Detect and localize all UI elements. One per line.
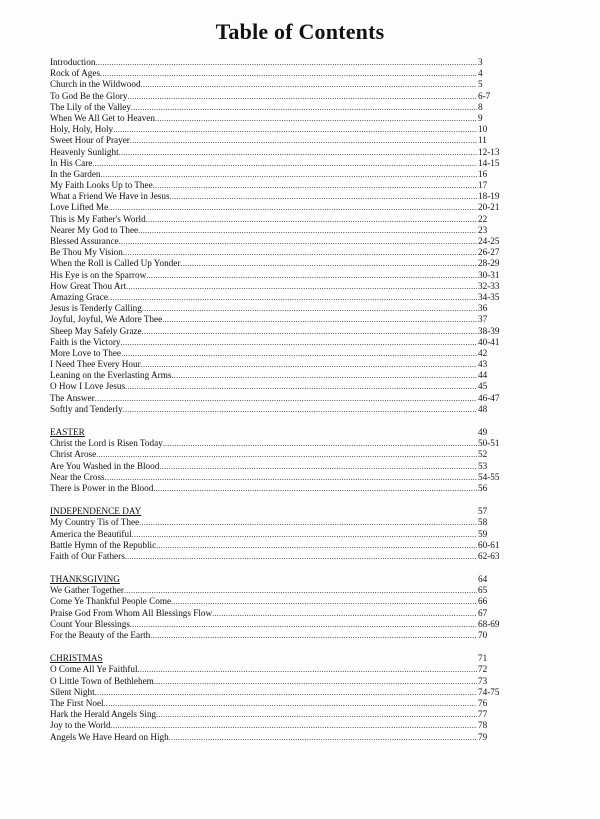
dot-leader xyxy=(142,303,477,314)
dot-leader xyxy=(111,720,477,731)
section-heading: THANKSGIVING xyxy=(50,574,120,585)
dot-leader xyxy=(171,596,477,607)
toc-entry xyxy=(50,359,520,370)
entry-title: Nearer My God to Thee xyxy=(50,224,139,235)
page-number: 43 xyxy=(478,359,488,370)
entry-title: The Lily of the Valley xyxy=(50,101,131,112)
page-number: 40-41 xyxy=(478,336,500,347)
entry-title: Hark the Herald Angels Sing xyxy=(50,709,157,720)
toc-entry xyxy=(50,158,520,169)
toc-entry xyxy=(50,393,520,404)
dot-leader xyxy=(150,630,477,641)
toc-entry xyxy=(50,720,520,731)
page-number: 68-69 xyxy=(478,618,500,629)
dot-leader xyxy=(159,461,477,472)
page-number: 60-61 xyxy=(478,539,500,550)
toc-entry xyxy=(50,303,520,314)
dot-leader xyxy=(126,281,477,292)
entry-title: When We All Get to Heaven xyxy=(50,112,155,123)
dot-leader xyxy=(101,169,477,180)
page-number: 66 xyxy=(478,596,488,607)
toc-entry xyxy=(50,68,520,79)
dot-leader xyxy=(169,732,477,743)
toc-entry xyxy=(50,102,520,113)
toc-entry xyxy=(50,214,520,225)
page-number: 74-75 xyxy=(478,686,500,697)
dot-leader xyxy=(171,370,477,381)
section-block xyxy=(50,506,520,562)
dot-leader xyxy=(156,540,477,551)
general-entries xyxy=(50,57,520,415)
page-number: 64 xyxy=(478,574,488,585)
page-number: 23 xyxy=(478,224,488,235)
entry-title: Blessed Assurance xyxy=(50,236,119,246)
page-number: 4 xyxy=(478,68,483,79)
page-number: 9 xyxy=(478,112,483,123)
page-number: 48 xyxy=(478,403,488,414)
toc-entry xyxy=(50,698,520,709)
entry-title: America the Beautiful xyxy=(50,528,132,539)
page-number: 65 xyxy=(478,585,488,596)
toc-entry xyxy=(50,91,520,102)
page-number: 42 xyxy=(478,347,488,358)
entry-title: Leaning on the Everlasting Arms xyxy=(50,370,172,381)
entry-title: This is My Father's World xyxy=(50,213,146,224)
entry-title: In the Garden xyxy=(50,168,101,179)
page-number: 62-63 xyxy=(478,550,500,561)
dot-leader xyxy=(146,214,477,225)
page-number: 49 xyxy=(478,427,488,437)
entry-title: What a Friend We Have in Jesus xyxy=(50,191,170,202)
dot-leader xyxy=(153,483,477,494)
entry-title: The First Noel xyxy=(50,697,104,708)
dot-leader xyxy=(125,381,477,392)
dot-leader xyxy=(212,608,477,619)
dot-leader xyxy=(130,619,477,630)
entry-title: Christ Arose xyxy=(50,449,97,460)
section-spacer xyxy=(50,415,520,427)
toc-entry xyxy=(50,236,520,247)
dot-leader xyxy=(125,551,477,562)
page-number: 8 xyxy=(478,101,483,112)
toc-entry xyxy=(50,348,520,359)
page-number: 78 xyxy=(478,720,488,731)
entry-title: My Country Tis of Thee xyxy=(50,517,140,528)
entry-title: Joyful, Joyful, We Adore Thee xyxy=(50,314,163,325)
dot-leader xyxy=(108,292,477,303)
page-number: 53 xyxy=(478,460,488,471)
entry-title: For the Beauty of the Earth xyxy=(50,630,151,640)
toc-entry xyxy=(50,676,520,687)
toc-entry xyxy=(50,247,520,258)
entry-title: The Answer xyxy=(50,392,95,403)
dot-leader xyxy=(141,359,477,370)
toc-entry xyxy=(50,483,520,494)
dot-leader xyxy=(154,676,477,687)
dot-leader xyxy=(131,102,477,113)
dot-leader xyxy=(104,698,477,709)
page-number: 28-29 xyxy=(478,258,500,269)
section-block xyxy=(50,653,520,743)
toc-entry xyxy=(50,551,520,562)
page-number: 50-51 xyxy=(478,438,500,449)
toc-entry xyxy=(50,585,520,596)
section-heading-row xyxy=(50,506,520,517)
page-number: 10 xyxy=(478,124,488,135)
section-spacer xyxy=(50,494,520,506)
section-heading: INDEPENDENCE DAY xyxy=(50,506,142,517)
dot-leader xyxy=(127,91,477,102)
toc-entry xyxy=(50,529,520,540)
toc-entry xyxy=(50,630,520,641)
entry-title: Are You Washed in the Blood xyxy=(50,460,160,471)
page-number: 71 xyxy=(478,653,488,664)
page-number: 22 xyxy=(478,213,488,224)
entry-title: Faith of Our Fathers xyxy=(50,550,125,561)
dot-leader xyxy=(139,517,477,528)
toc-entry xyxy=(50,169,520,180)
entry-title: Joy to the World xyxy=(50,720,111,731)
toc-entry xyxy=(50,687,520,698)
dot-leader xyxy=(95,57,477,68)
entry-title: Battle Hymn of the Republic xyxy=(50,539,157,550)
toc-entry xyxy=(50,438,520,449)
section-heading: CHRISTMAS xyxy=(50,653,103,664)
entry-title: Love Lifted Me xyxy=(50,202,109,213)
section-spacer xyxy=(50,641,520,653)
toc-entry xyxy=(50,292,520,303)
entry-title: Angels We Have Heard on High xyxy=(50,731,169,742)
entry-title: O How I Love Jesus xyxy=(50,381,126,392)
dot-leader xyxy=(142,326,477,337)
page-title: Table of Contents xyxy=(215,19,385,44)
toc-entry xyxy=(50,709,520,720)
entry-title: In His Care xyxy=(50,157,93,168)
page-number: 12-13 xyxy=(478,146,500,157)
page-number: 70 xyxy=(478,630,488,640)
toc-entry xyxy=(50,258,520,269)
entry-title: Christ the Lord is Risen Today xyxy=(50,438,163,449)
dot-leader xyxy=(153,180,477,191)
dot-leader xyxy=(123,247,477,258)
dot-leader xyxy=(141,79,477,90)
dot-leader xyxy=(123,404,477,415)
entry-title: Church in the Wildwood xyxy=(50,79,141,90)
page-number: 11 xyxy=(478,135,487,146)
toc-entry xyxy=(50,225,520,236)
page-number: 30-31 xyxy=(478,269,500,280)
toc-entry xyxy=(50,517,520,528)
entry-title: Count Your Blessings xyxy=(50,618,130,629)
entry-title: Be Thou My Vision xyxy=(50,247,123,258)
section-block xyxy=(50,427,520,494)
dot-leader xyxy=(124,585,477,596)
dot-leader xyxy=(138,225,477,236)
entry-title: We Gather Together xyxy=(50,585,124,596)
page-number: 67 xyxy=(478,607,488,618)
toc-entry xyxy=(50,596,520,607)
entry-title: There is Power in the Blood xyxy=(50,482,154,493)
page-number: 46-47 xyxy=(478,392,500,403)
page-number: 20-21 xyxy=(478,202,500,213)
toc-entry xyxy=(50,370,520,381)
entry-title: Rock of Ages xyxy=(50,68,101,79)
toc-entry xyxy=(50,461,520,472)
section-block xyxy=(50,574,520,641)
page-number: 34-35 xyxy=(478,291,500,302)
dot-leader xyxy=(162,314,477,325)
entry-title: Jesus is Tenderly Calling xyxy=(50,303,142,314)
entry-title: Sheep May Safely Graze xyxy=(50,325,142,336)
page-number: 56 xyxy=(478,482,488,493)
toc-entry xyxy=(50,270,520,281)
entry-title: Holy, Holy, Holy xyxy=(50,124,114,135)
toc-entry xyxy=(50,381,520,392)
toc-entry xyxy=(50,281,520,292)
toc-entry xyxy=(50,619,520,630)
toc-entry xyxy=(50,202,520,213)
dot-leader xyxy=(132,529,477,540)
toc-entry xyxy=(50,404,520,415)
toc-entry xyxy=(50,79,520,90)
page-number: 77 xyxy=(478,709,488,720)
dot-leader xyxy=(121,348,477,359)
dot-leader xyxy=(96,449,477,460)
entry-title: Amazing Grace xyxy=(50,291,108,302)
page-number: 79 xyxy=(478,731,488,742)
entry-title: O Little Town of Bethlehem xyxy=(50,675,154,686)
entry-title: Heavenly Sunlight xyxy=(50,146,119,157)
entry-title: More Love to Thee xyxy=(50,347,122,358)
page-number: 73 xyxy=(478,675,488,686)
table-of-contents xyxy=(50,57,520,743)
page-number: 36 xyxy=(478,303,488,314)
toc-entry xyxy=(50,57,520,68)
page-number: 5 xyxy=(478,79,483,90)
entry-title: How Great Thou Art xyxy=(50,280,127,291)
entry-title: I Need Thee Every Hour xyxy=(50,359,141,370)
section-spacer xyxy=(50,562,520,574)
entry-title: His Eye is on the Sparrow xyxy=(50,269,147,280)
toc-entry xyxy=(50,135,520,146)
page-number: 57 xyxy=(478,506,488,517)
page-number: 32-33 xyxy=(478,280,500,291)
dot-leader xyxy=(100,68,477,79)
page-number: 6-7 xyxy=(478,90,491,101)
entry-title: Faith is the Victory xyxy=(50,336,121,347)
toc-entry xyxy=(50,326,520,337)
entry-title: Introduction xyxy=(50,57,96,67)
dot-leader xyxy=(170,191,477,202)
page-number: 18-19 xyxy=(478,191,500,202)
dot-leader xyxy=(138,664,477,675)
section-heading-row xyxy=(50,574,520,585)
toc-entry xyxy=(50,124,520,135)
page-number: 17 xyxy=(478,180,488,191)
dot-leader xyxy=(108,202,477,213)
dot-leader xyxy=(92,158,477,169)
dot-leader xyxy=(130,135,477,146)
page-number: 44 xyxy=(478,370,488,381)
page-number: 76 xyxy=(478,697,488,708)
toc-entry xyxy=(50,540,520,551)
section-heading: EASTER xyxy=(50,427,85,437)
page-number: 24-25 xyxy=(478,236,500,246)
page-number: 16 xyxy=(478,168,488,179)
entry-title: O Come All Ye Faithful xyxy=(50,664,138,675)
page-number: 14-15 xyxy=(478,157,500,168)
dot-leader xyxy=(119,147,477,158)
entry-title: To God Be the Glory xyxy=(50,90,128,101)
page-number: 26-27 xyxy=(478,247,500,258)
section-heading-row xyxy=(50,427,520,438)
page-number: 37 xyxy=(478,314,488,325)
toc-entry xyxy=(50,664,520,675)
dot-leader xyxy=(95,393,477,404)
toc-entry xyxy=(50,113,520,124)
entry-title: Praise God From Whom All Blessings Flow xyxy=(50,607,213,618)
page-number: 58 xyxy=(478,517,488,528)
toc-entry xyxy=(50,449,520,460)
toc-entry xyxy=(50,180,520,191)
dot-leader xyxy=(113,124,477,135)
entry-title: Silent Night xyxy=(50,686,95,697)
dot-leader xyxy=(163,438,477,449)
page-number: 59 xyxy=(478,528,488,539)
dot-leader xyxy=(120,337,477,348)
toc-entry xyxy=(50,472,520,483)
page-number: 38-39 xyxy=(478,325,500,336)
entry-title: Softly and Tenderly xyxy=(50,403,123,414)
page-number: 72 xyxy=(478,664,488,675)
entry-title: When the Roll is Called Up Yonder xyxy=(50,258,181,269)
dot-leader xyxy=(155,113,477,124)
dot-leader xyxy=(95,687,477,698)
toc-entry xyxy=(50,314,520,325)
seasonal-sections xyxy=(50,415,520,743)
toc-entry xyxy=(50,732,520,743)
toc-entry xyxy=(50,147,520,158)
page-number: 3 xyxy=(478,57,483,67)
dot-leader xyxy=(146,270,477,281)
entry-title: Sweet Hour of Prayer xyxy=(50,135,130,146)
entry-title: Near the Cross xyxy=(50,471,105,482)
toc-entry xyxy=(50,608,520,619)
page-number: 52 xyxy=(478,449,488,460)
page-number: 54-55 xyxy=(478,471,500,482)
entry-title: Come Ye Thankful People Come xyxy=(50,596,172,607)
entry-title: My Faith Looks Up to Thee xyxy=(50,180,153,191)
dot-leader xyxy=(119,236,477,247)
dot-leader xyxy=(156,709,477,720)
dot-leader xyxy=(180,258,477,269)
dot-leader xyxy=(105,472,477,483)
toc-entry xyxy=(50,191,520,202)
toc-entry xyxy=(50,337,520,348)
page-number: 45 xyxy=(478,381,488,392)
section-heading-row xyxy=(50,653,520,664)
